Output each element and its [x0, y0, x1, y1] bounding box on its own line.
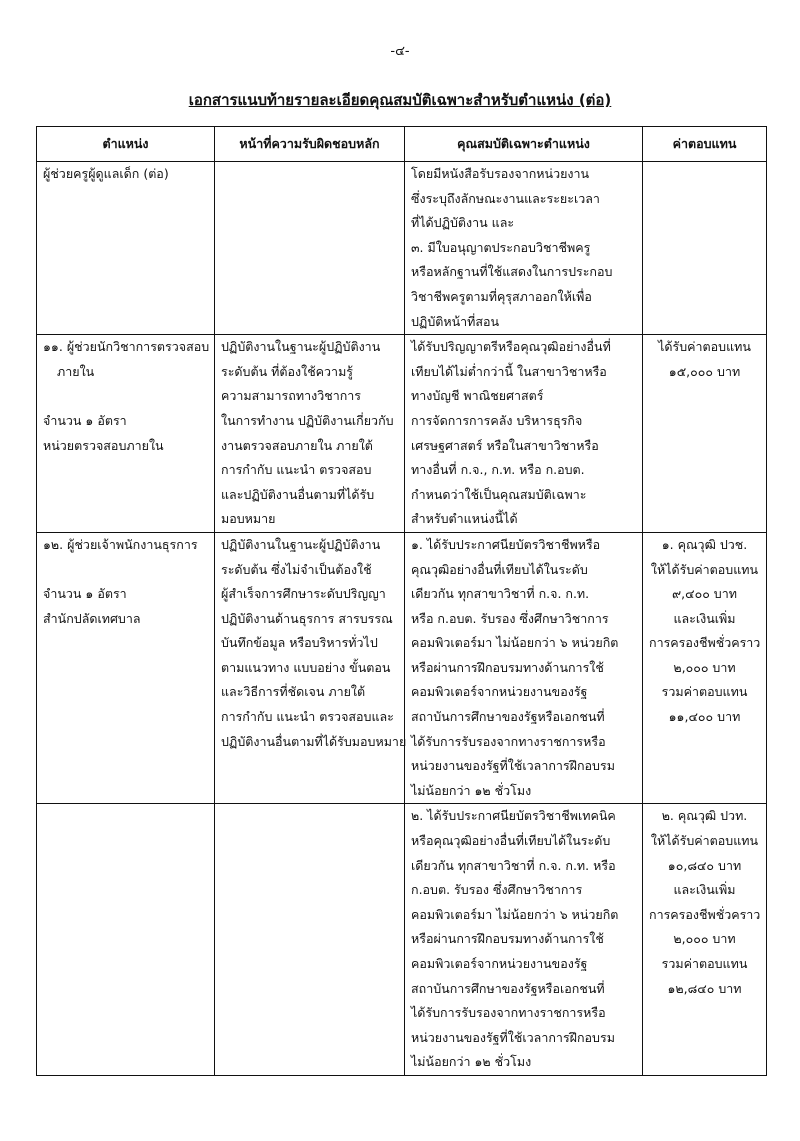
- qualifications-cell: [405, 804, 643, 1076]
- duties-cell: [215, 162, 405, 335]
- compensation-cell: [643, 532, 767, 804]
- compensation-line: ๑๐,๘๔๐ บาท: [667, 857, 742, 873]
- position-cell: [37, 162, 215, 335]
- compensation-line: รวมค่าตอบแทน: [661, 956, 748, 971]
- qualifications-line: ๒. ได้รับประกาศนียบัตรวิชาชีพเทคนิค: [411, 808, 616, 824]
- qualifications-line: คอมพิวเตอร์จากหน่วยงานของรัฐ: [411, 684, 588, 700]
- qualifications-cell: [405, 532, 643, 804]
- position-line: จำนวน ๑ อัตรา: [43, 412, 127, 428]
- duties-cell: [215, 335, 405, 533]
- page-number: -๔-: [390, 44, 410, 59]
- position-cell: [37, 335, 215, 533]
- qualifications-line: สำหรับตำแหน่งนี้ได้: [411, 511, 518, 527]
- compensation-line: ๑๕,๐๐๐ บาท: [668, 363, 741, 379]
- compensation-line: ๒,๐๐๐ บาท: [673, 931, 736, 947]
- header-duties: หน้าที่ความรับผิดชอบหลัก: [215, 127, 405, 162]
- position-line: ๑๑. ผู้ช่วยนักวิชาการตรวจสอบ: [43, 339, 210, 355]
- duties-line: งานตรวจสอบภายใน ภายใต้: [221, 437, 373, 453]
- qualifications-line: เศรษฐศาสตร์ หรือในสาขาวิชาหรือ: [411, 437, 599, 453]
- compensation-line: การครองชีพชั่วคราว: [649, 635, 761, 651]
- duties-line: และวิธีการที่ชัดเจน ภายใต้: [221, 684, 366, 700]
- qualifications-line: เทียบได้ไม่ต่ำกว่านี้ ในสาขาวิชาหรือ: [411, 363, 607, 379]
- qualifications-line: กำหนดว่าใช้เป็นคุณสมบัติเฉพาะ: [411, 486, 587, 502]
- compensation-cell: [643, 804, 767, 1076]
- duties-line: ปฏิบัติงานอื่นตามที่ได้รับมอบหมาย: [221, 733, 407, 749]
- duties-line: การกำกับ แนะนำ ตรวจสอบและ: [221, 709, 394, 725]
- duties-line: ระดับต้น ซึ่งไม่จำเป็นต้องใช้: [221, 561, 372, 577]
- compensation-line: ๑๑,๔๐๐ บาท: [668, 709, 741, 725]
- header-qualifications: คุณสมบัติเฉพาะตำแหน่ง: [405, 127, 643, 162]
- position-line: ภายใน: [57, 363, 95, 379]
- compensation-line: การครองชีพชั่วคราว: [649, 906, 761, 922]
- position-line: ผู้ช่วยครูผู้ดูแลเด็ก (ต่อ): [43, 166, 169, 181]
- qualifications-line: หน่วยงานของรัฐที่ใช้เวลาการฝึกอบรม: [411, 1029, 615, 1045]
- qualifications-line: คอมพิวเตอร์มา ไม่น้อยกว่า ๖ หน่วยกิต: [411, 906, 619, 922]
- duties-line: ผู้สำเร็จการศึกษาระดับปริญญา: [221, 586, 386, 602]
- compensation-line: และเงินเพิ่ม: [673, 610, 736, 626]
- position-line: สำนักปลัดเทศบาล: [43, 610, 141, 626]
- compensation-line: รวมค่าตอบแทน: [661, 684, 748, 700]
- duties-line: ระดับต้น ที่ต้องใช้ความรู้: [221, 363, 354, 379]
- compensation-cell: [643, 335, 767, 533]
- qualifications-line: หรือผ่านการฝึกอบรมทางด้านการใช้: [411, 931, 604, 947]
- qualifications-line: หน่วยงานของรัฐที่ใช้เวลาการฝึกอบรม: [411, 758, 615, 774]
- qualifications-line: สถาบันการศึกษาของรัฐหรือเอกชนที่: [411, 980, 605, 996]
- duties-cell: [215, 804, 405, 1076]
- duties-line: ตามแนวทาง แบบอย่าง ขั้นตอน: [221, 659, 391, 675]
- document-title: เอกสารแนบท้ายรายละเอียดคุณสมบัติเฉพาะสำหรับตำแหน่ง (ต่อ): [188, 91, 612, 109]
- qualifications-line: ไม่น้อยกว่า ๑๒ ชั่วโมง: [411, 782, 532, 798]
- table-row: [37, 162, 767, 335]
- qualifications-line: ทางบัญชี พาณิชยศาสตร์: [411, 388, 544, 404]
- qualifications-line: ไม่น้อยกว่า ๑๒ ชั่วโมง: [411, 1054, 532, 1070]
- qualifications-line: ๓. มีใบอนุญาตประกอบวิชาชีพครู: [411, 239, 591, 255]
- qualifications-line: หรือหลักฐานที่ใช้แสดงในการประกอบ: [411, 264, 613, 280]
- duties-line: มอบหมาย: [221, 511, 276, 527]
- qualifications-table: [36, 126, 767, 1076]
- position-line: หน่วยตรวจสอบภายใน: [43, 437, 164, 453]
- qualifications-line: คอมพิวเตอร์จากหน่วยงานของรัฐ: [411, 956, 588, 971]
- table-row: [37, 532, 767, 804]
- compensation-line: ได้รับค่าตอบแทน: [658, 339, 751, 355]
- duties-cell: [215, 532, 405, 804]
- compensation-line: ๒. คุณวุฒิ ปวท.: [661, 808, 748, 824]
- qualifications-line: หรือคุณวุฒิอย่างอื่นที่เทียบได้ในระดับ: [411, 833, 611, 849]
- duties-line: ความสามารถทางวิชาการ: [221, 388, 362, 404]
- compensation-cell: [643, 162, 767, 335]
- compensation-line: ๒,๐๐๐ บาท: [673, 659, 736, 675]
- qualifications-line: ได้รับปริญญาตรีหรือคุณวุฒิอย่างอื่นที่: [411, 339, 611, 355]
- qualifications-line: โดยมีหนังสือรับรองจากหน่วยงาน: [411, 166, 590, 181]
- compensation-line: ๑. คุณวุฒิ ปวช.: [661, 536, 748, 552]
- qualifications-line: การจัดการการคลัง บริหารธุรกิจ: [411, 412, 583, 428]
- duties-line: ปฏิบัติงานในฐานะผู้ปฏิบัติงาน: [221, 536, 381, 552]
- table-header-row: [37, 127, 767, 162]
- duties-line: ปฏิบัติงานในฐานะผู้ปฏิบัติงาน: [221, 339, 381, 355]
- qualifications-cell: [405, 162, 643, 335]
- compensation-line: ให้ได้รับค่าตอบแทน: [650, 833, 759, 849]
- compensation-line: ๙,๔๐๐ บาท: [671, 586, 737, 602]
- table-row: [37, 804, 767, 1076]
- qualifications-line: ได้รับการรับรองจากทางราชการหรือ: [411, 733, 606, 749]
- position-line: [43, 384, 208, 409]
- qualifications-line: ทางอื่นที่ ก.จ., ก.ท. หรือ ก.อบต.: [411, 462, 585, 478]
- position-cell: [37, 804, 215, 1076]
- position-line: [43, 558, 208, 583]
- position-cell: [37, 532, 215, 804]
- qualifications-line: วิชาชีพครูตามที่คุรุสภาออกให้เพื่อ: [411, 288, 592, 304]
- qualifications-line: ปฏิบัติหน้าที่สอน: [411, 313, 500, 329]
- header-compensation: ค่าตอบแทน: [643, 127, 767, 162]
- duties-line: และปฏิบัติงานอื่นตามที่ได้รับ: [221, 486, 375, 502]
- qualifications-line: สถาบันการศึกษาของรัฐหรือเอกชนที่: [411, 709, 605, 725]
- qualifications-line: ก.อบต. รับรอง ซึ่งศึกษาวิชาการ: [411, 882, 583, 898]
- compensation-line: และเงินเพิ่ม: [673, 882, 736, 898]
- qualifications-line: หรือผ่านการฝึกอบรมทางด้านการใช้: [411, 659, 604, 675]
- header-position: ตำแหน่ง: [37, 127, 215, 162]
- qualifications-line: ซึ่งระบุถึงลักษณะงานและระยะเวลา: [411, 190, 600, 206]
- duties-line: บันทึกข้อมูล หรือบริหารทั่วไป: [221, 635, 378, 651]
- position-line: จำนวน ๑ อัตรา: [43, 586, 127, 602]
- table-row: [37, 335, 767, 533]
- qualifications-line: ที่ได้ปฏิบัติงาน และ: [411, 215, 515, 231]
- qualifications-line: เดียวกัน ทุกสาขาวิชาที่ ก.จ. ก.ท. หรือ: [411, 857, 616, 873]
- duties-line: ในการทำงาน ปฏิบัติงานเกี่ยวกับ: [221, 412, 394, 428]
- qualifications-line: ได้รับการรับรองจากทางราชการหรือ: [411, 1005, 606, 1021]
- qualifications-line: ๑. ได้รับประกาศนียบัตรวิชาชีพหรือ: [411, 536, 601, 552]
- qualifications-line: หรือ ก.อบต. รับรอง ซึ่งศึกษาวิชาการ: [411, 610, 609, 626]
- duties-line: การกำกับ แนะนำ ตรวจสอบ: [221, 462, 372, 478]
- duties-line: ปฏิบัติงานด้านธุรการ สารบรรณ: [221, 610, 393, 626]
- qualifications-line: คอมพิวเตอร์มา ไม่น้อยกว่า ๖ หน่วยกิต: [411, 635, 619, 651]
- compensation-line: ให้ได้รับค่าตอบแทน: [650, 561, 759, 577]
- qualifications-line: คุณวุฒิอย่างอื่นที่เทียบได้ในระดับ: [411, 561, 588, 577]
- qualifications-cell: [405, 335, 643, 533]
- compensation-line: ๑๒,๘๔๐ บาท: [667, 980, 742, 996]
- qualifications-line: เดียวกัน ทุกสาขาวิชาที่ ก.จ. ก.ท.: [411, 586, 590, 602]
- position-line: ๑๒. ผู้ช่วยเจ้าพนักงานธุรการ: [43, 536, 198, 552]
